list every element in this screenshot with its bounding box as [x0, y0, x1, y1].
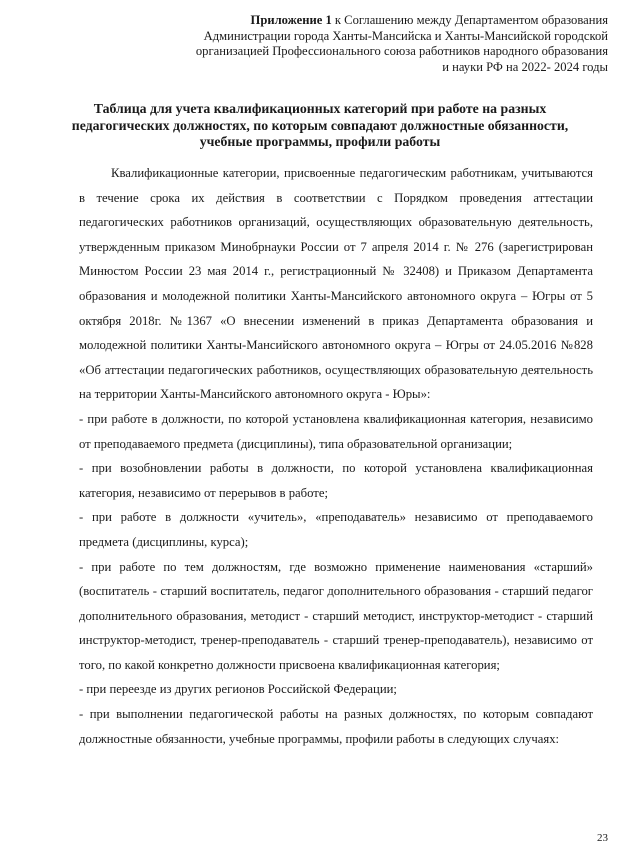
list-item: - при выполнении педагогической работы на разных должностях, по которым совпадают должностные обязанности, учебные программы, профили работы в следующих случаях:: [79, 707, 593, 746]
appendix-label: Приложение 1: [250, 13, 332, 27]
document-body: [79, 161, 593, 751]
page-number: 23: [597, 832, 608, 844]
list-item: - при возобновлении работы в должности, по которой установлена квалификационная категория, независимо от перерывов в работе;: [79, 461, 593, 500]
document-title: Таблица для учета квалификационных категорий при работе на разных педагогических должностях, по которым совпадают должностные обязанности, учебные программы, профили работы: [71, 101, 569, 149]
intro-paragraph: Квалификационные категории, присвоенные педагогическим работникам, учитываются в течение срока их действия в соответствии с Порядком проведения аттестации педагогических работников организаций, осуществляющих образовательную деятельность, утвержденным приказом Минобрнауки России от 7 апреля 2014 г. № 276 (зарегистрирован Минюстом России 23 мая 2014 г., регистрационный № 32408) и Приказом Департамента образования и молодежной политики Ханты-Мансийского автономного округа – Югры от 5 октября 2018г. №1367 «О внесении изменений в приказ Департамента образования и молодежной политики Ханты-Мансийского автономного округа – Югры от 24.05.2016 №828 «Об аттестации педагогических работников, осуществляющих образовательную деятельность на территории Ханты-Мансийского автономного округа - Юры»:: [79, 166, 593, 402]
list-item: - при работе по тем должностям, где возможно применение наименования «старший» (воспитатель - старший воспитатель, педагог дополнительного образования - старший педагог дополнительного образования, методист - старший методист, инструктор-методист - старший инструктор-методист, тренер-преподаватель - старший тренер-преподаватель), независимо от того, по какой конкретно должности присвоена квалификационная категория;: [79, 559, 593, 672]
appendix-reference: к Соглашению между Департаментом образования Администрации города Ханты-Мансийска и Ханты-Мансийской городской организацией Профессионального союза работников народного образования и науки РФ на 2022- 2024 годы: [195, 13, 608, 74]
list-item: - при работе в должности, по которой установлена квалификационная категория, независимо от преподаваемого предмета (дисциплины), типа образовательной организации;: [79, 411, 593, 451]
list-item: - при переезде из других регионов Российской Федерации;: [79, 682, 397, 697]
appendix-header: [188, 13, 608, 75]
list-item: - при работе в должности «учитель», «преподаватель» независимо от преподаваемого предмета (дисциплины, курса);: [79, 510, 593, 549]
